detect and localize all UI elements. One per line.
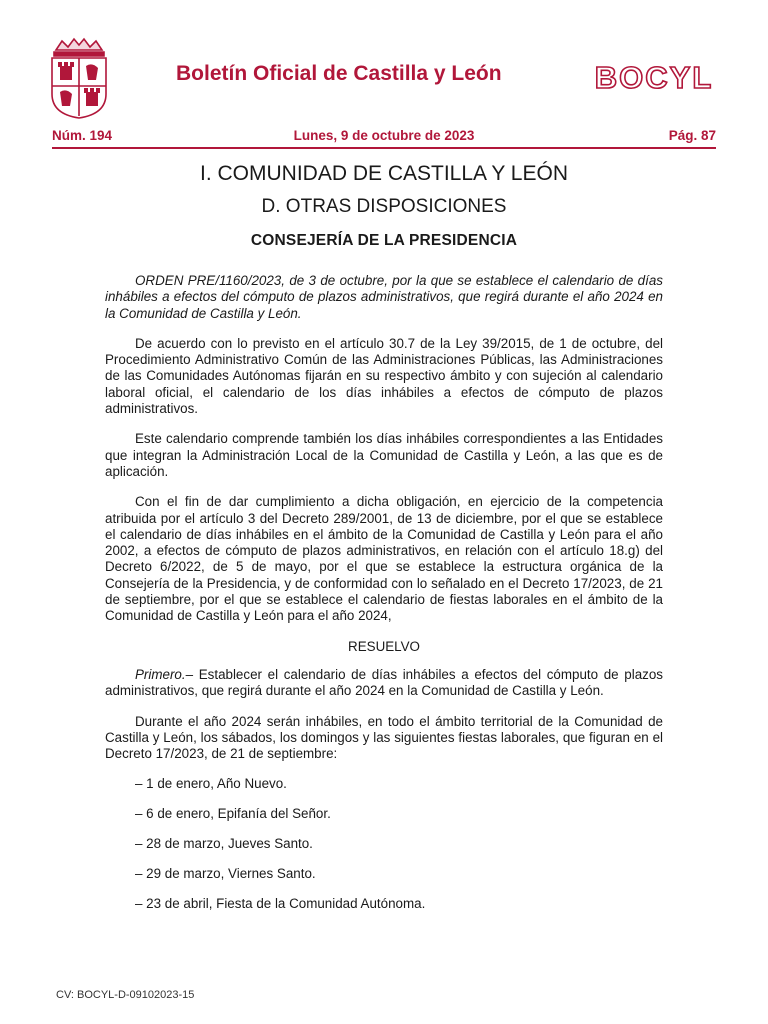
holiday-item: – 28 de marzo, Jueves Santo. bbox=[135, 836, 313, 852]
holiday-item: – 1 de enero, Año Nuevo. bbox=[135, 776, 287, 792]
paragraph-primero bbox=[105, 667, 663, 700]
primero-text: – Establecer el calendario de días inhábiles a efectos del cómputo de plazos administrativos, que regirá durante el año 2024 en la Comunidad de Castilla y León. bbox=[105, 666, 663, 699]
bocyl-logo-text: BOCYL bbox=[594, 60, 714, 94]
bocyl-logo bbox=[590, 60, 718, 94]
document-body bbox=[105, 273, 663, 925]
holiday-item: – 23 de abril, Fiesta de la Comunidad Autónoma. bbox=[135, 895, 426, 911]
department-heading: CONSEJERÍA DE LA PRESIDENCIA bbox=[250, 232, 518, 249]
page-number: Pág. 87 bbox=[668, 128, 716, 143]
paragraph-2: Este calendario comprende también los días inhábiles correspondientes a las Entidades que integran la Administración Local de la Comunidad de Castilla y León, a las que es de aplicación. bbox=[105, 431, 663, 479]
order-title: ORDEN PRE/1160/2023, de 3 de octubre, por la que se establece el calendario de días inhábiles a efectos del cómputo de plazos administrativos, que regirá durante el año 2024 en la Comunidad de Castilla y León. bbox=[105, 273, 663, 321]
paragraph-4: Durante el año 2024 serán inhábiles, en todo el ámbito territorial de la Comunidad de Castilla y León, los sábados, los domingos y las siguientes fiestas laborales, que figuran en el Decreto 17/2023, de 21 de septiembre: bbox=[105, 713, 663, 762]
section-heading: I. COMUNIDAD DE CASTILLA Y LEÓN bbox=[200, 162, 568, 185]
header-divider bbox=[52, 147, 716, 149]
holiday-item: – 29 de marzo, Viernes Santo. bbox=[135, 865, 316, 881]
cv-code: CV: BOCYL-D-09102023-15 bbox=[56, 989, 195, 1001]
primero-label: Primero. bbox=[135, 666, 186, 682]
issue-number: Núm. 194 bbox=[52, 128, 113, 143]
coat-of-arms-icon bbox=[48, 36, 110, 120]
paragraph-1: De acuerdo con lo previsto en el artículo 30.7 de la Ley 39/2015, de 1 de octubre, del Procedimiento Administrativo Común de las Administraciones Públicas, las Administraciones de las Comunidades Autónomas fijarán en su respectivo ámbito y con sujeción al calendario laboral oficial, el calendario de los días inhábiles a efectos de cómputo de plazos administrativos. bbox=[105, 335, 663, 417]
bulletin-title: Boletín Oficial de Castilla y León bbox=[176, 62, 502, 85]
resuelvo-heading: RESUELVO bbox=[348, 638, 420, 654]
holiday-item: – 6 de enero, Epifanía del Señor. bbox=[135, 806, 331, 822]
issue-date: Lunes, 9 de octubre de 2023 bbox=[293, 128, 475, 143]
paragraph-3: Con el fin de dar cumplimiento a dicha obligación, en ejercicio de la competencia atribuida por el artículo 3 del Decreto 289/2001, de 13 de diciembre, por el que se establece el calendario de días inhábiles en el ámbito de la Comunidad de Castilla y León para el año 2002, a efectos de cómputo de plazos administrativos, en relación con el artículo 18.g) del Decreto 6/2022, de 5 de mayo, por el que se establece la estructura orgánica de la Consejería de la Presidencia, y de conformidad con lo señalado en el Decreto 17/2023, de 21 de septiembre, por el que se establece el calendario de fiestas laborales en el ámbito de la Comunidad de Castilla y León para el año 2024, bbox=[105, 494, 663, 624]
subsection-heading: D. OTRAS DISPOSICIONES bbox=[261, 196, 507, 217]
